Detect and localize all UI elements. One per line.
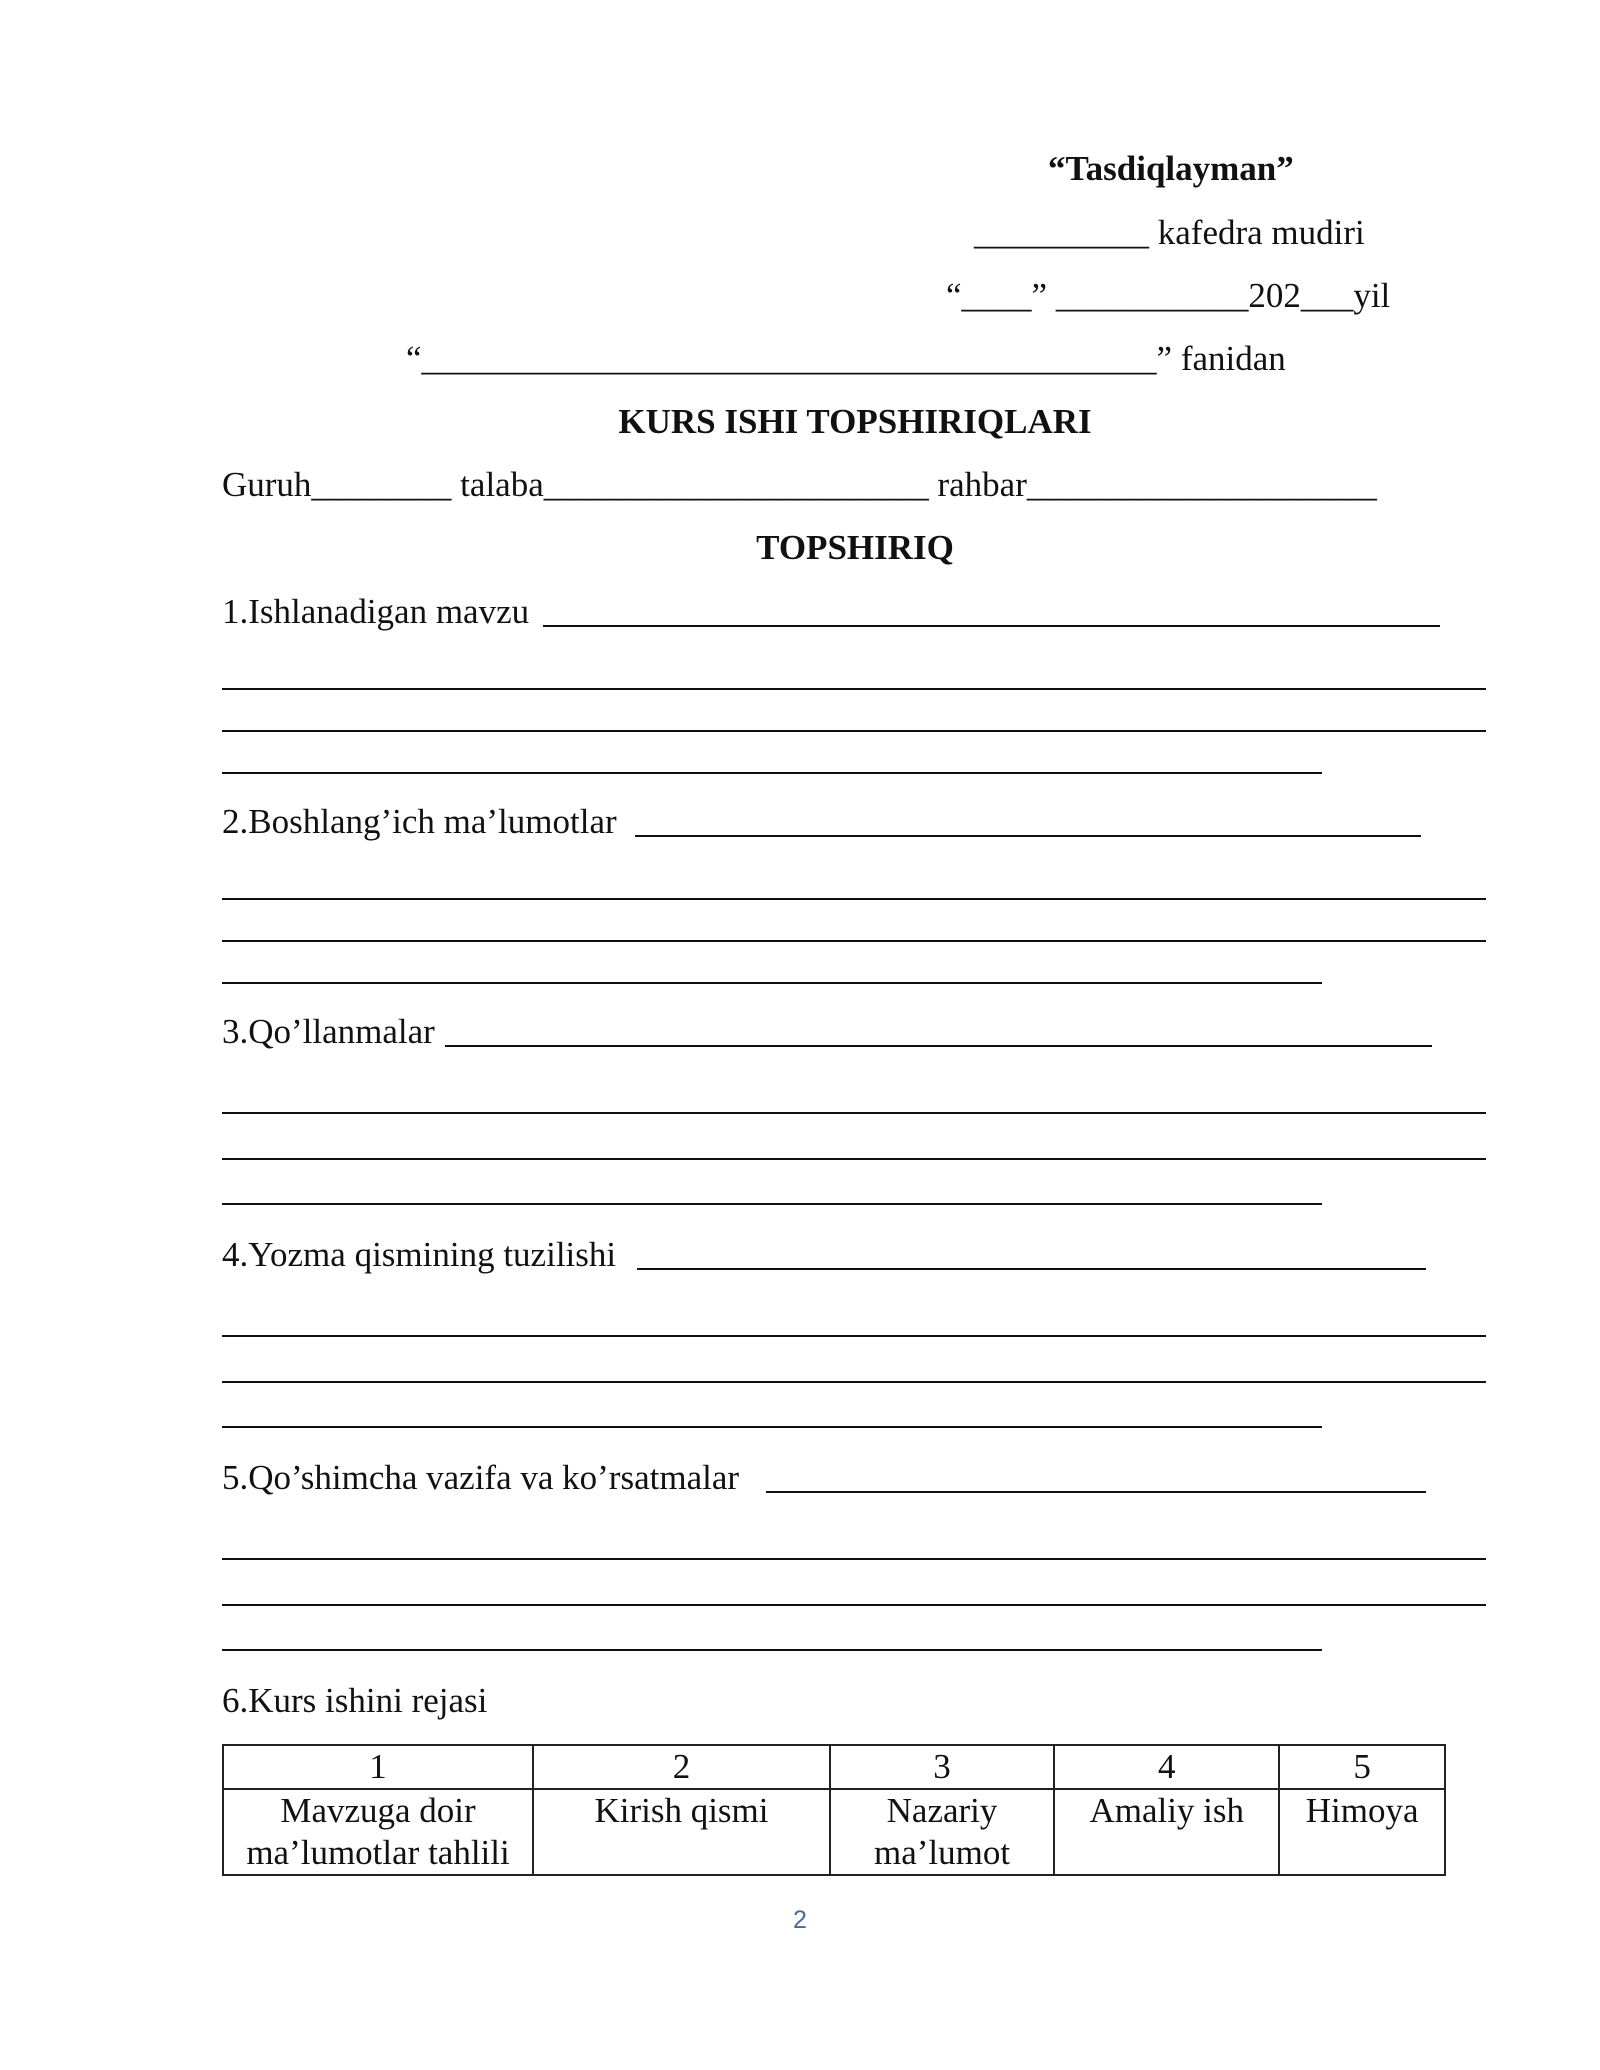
- task-3-inline-blank[interactable]: [445, 1045, 1432, 1047]
- task-1-inline-blank[interactable]: [543, 625, 1440, 627]
- task-4-label: 4.Yozma qismining tuzilishi: [222, 1235, 617, 1274]
- task-5-inline-blank[interactable]: [766, 1491, 1426, 1493]
- date-line: “____” ___________202___yil: [946, 276, 1391, 315]
- task-4-blank-line-1[interactable]: [222, 1335, 1486, 1337]
- course-plan-table: [222, 1744, 1446, 1876]
- task-4-blank-line-3[interactable]: [222, 1426, 1322, 1428]
- plan-label: 6.Kurs ishini rejasi: [222, 1681, 488, 1720]
- plan-number-cell: 5: [1279, 1745, 1445, 1789]
- plan-number-row: [223, 1745, 1445, 1789]
- plan-number-cell: 2: [533, 1745, 830, 1789]
- task-subtitle: TOPSHIRIQ: [756, 528, 954, 567]
- plan-stage-cell: Nazariy ma’lumot: [830, 1789, 1054, 1875]
- plan-stage-cell: Kirish qismi: [533, 1789, 830, 1875]
- task-5-blank-line-2[interactable]: [222, 1604, 1486, 1606]
- task-2-blank-line-3[interactable]: [222, 982, 1322, 984]
- task-5-label: 5.Qo’shimcha vazifa va ko’rsatmalar: [222, 1458, 740, 1497]
- task-1-blank-line-2[interactable]: [222, 730, 1486, 732]
- task-5-blank-line-3[interactable]: [222, 1649, 1322, 1651]
- task-3-label: 3.Qo’llanmalar: [222, 1012, 435, 1051]
- task-1-blank-line-1[interactable]: [222, 688, 1486, 690]
- document-title: KURS ISHI TOPSHIRIQLARI: [618, 402, 1092, 441]
- task-3-blank-line-2[interactable]: [222, 1158, 1486, 1160]
- task-4-inline-blank[interactable]: [637, 1268, 1426, 1270]
- task-1-label: 1.Ishlanadigan mavzu: [222, 592, 530, 631]
- task-3-blank-line-3[interactable]: [222, 1203, 1322, 1205]
- task-2-inline-blank[interactable]: [635, 835, 1421, 837]
- plan-stage-cell: Mavzuga doir ma’lumotlar tahlili: [223, 1789, 533, 1875]
- plan-number-cell: 4: [1054, 1745, 1279, 1789]
- task-3-blank-line-1[interactable]: [222, 1112, 1486, 1114]
- approval-heading: “Tasdiqlayman”: [1048, 149, 1294, 188]
- task-2-blank-line-2[interactable]: [222, 940, 1486, 942]
- plan-number-cell: 3: [830, 1745, 1054, 1789]
- task-5-blank-line-1[interactable]: [222, 1558, 1486, 1560]
- task-4-blank-line-2[interactable]: [222, 1381, 1486, 1383]
- task-2-blank-line-1[interactable]: [222, 898, 1486, 900]
- task-1-blank-line-3[interactable]: [222, 772, 1322, 774]
- plan-stage-cell: Himoya: [1279, 1789, 1445, 1875]
- group-student-supervisor-line: Guruh________ talaba______________________ rahbar____________________: [222, 465, 1377, 504]
- plan-stage-cell: Amaliy ish: [1054, 1789, 1279, 1875]
- plan-number-cell: 1: [223, 1745, 533, 1789]
- subject-line: “__________________________________________” fanidan: [406, 339, 1286, 378]
- page-number: 2: [793, 1906, 807, 1934]
- plan-stage-row: [223, 1789, 1445, 1875]
- task-2-label: 2.Boshlang’ich ma’lumotlar: [222, 802, 617, 841]
- department-head-line: __________ kafedra mudiri: [974, 213, 1365, 252]
